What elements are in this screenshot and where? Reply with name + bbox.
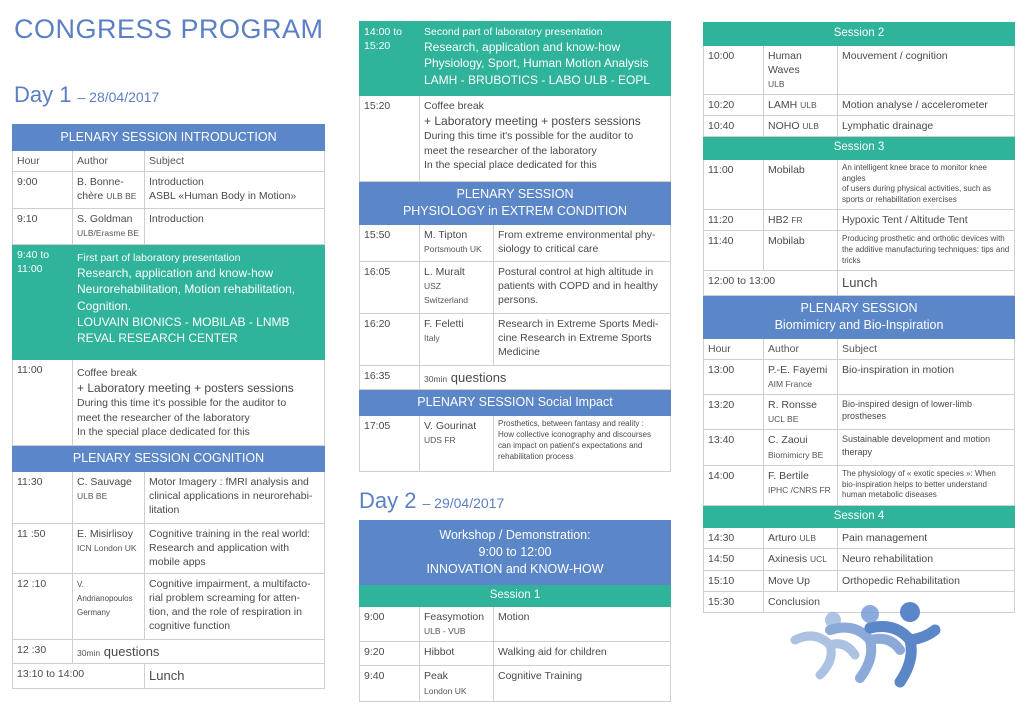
sessions-table xyxy=(703,22,1015,613)
table-row: 9:00 Feasymotion ULB - VUB Motion xyxy=(360,607,671,642)
day-1-heading: Day 1 – 28/04/2017 xyxy=(14,82,160,107)
intro-session-table xyxy=(12,124,325,689)
table-row: 9:40 Peak London UK Cognitive Training xyxy=(360,666,671,701)
table-row: 9:10 S. Goldman ULB/Erasme BE Introduction xyxy=(13,209,325,245)
table-row: 14:00 F. Bertile IPHC /CNRS FR The physiology of « exotic species »: When bio-inspiration helps to better understand human metabolic diseases xyxy=(704,465,1015,505)
table-row: 12 :30 30min questions xyxy=(13,639,325,664)
session-1-header: Session 1 xyxy=(360,584,671,607)
biomimicry-session-header: PLENARY SESSION Biomimicry and Bio-Inspiration xyxy=(704,295,1015,338)
intro-session-header: PLENARY SESSION INTRODUCTION xyxy=(13,125,325,151)
lunch-row: 12:00 to 13:00 Lunch xyxy=(704,271,1015,296)
session-4-header: Session 4 xyxy=(704,505,1015,528)
session-2-header: Session 2 xyxy=(704,23,1015,46)
day-2-heading: Day 2 – 29/04/2017 xyxy=(359,488,505,513)
session-3-header: Session 3 xyxy=(704,137,1015,160)
running-figures-logo xyxy=(775,600,945,695)
table-row: 11:00 Mobilab An intelligent knee brace to monitor knee angles of users during physical activities, such as sports or rehabilitation exercises xyxy=(704,159,1015,209)
physiology-session-header: PLENARY SESSION PHYSIOLOGY in EXTREM CONDITION xyxy=(360,182,671,225)
table-row: 11 :50 E. Misirlisoy ICN London UK Cognitive training in the real world: Research and application with mobile apps xyxy=(13,523,325,573)
column-3 xyxy=(703,22,1015,613)
table-row: 13:00 P.-E. Fayemi AIM France Bio-inspiration in motion xyxy=(704,359,1015,394)
table-row: 9:00 B. Bonne- chère ULB BE Introduction ASBL «Human Body in Motion» xyxy=(13,172,325,209)
lab-presentation-1: 9:40 to 11:00 First part of laboratory presentation Research, application and know-how Neurorehabilitation, Motion rehabilitation, Cognition. LOUVAIN BIONICS - MOBILAB - LNMB REVAL RESEARCH CENTER xyxy=(13,245,325,360)
table-row: 16:35 30min questions xyxy=(360,365,671,390)
table-row: 14:50 Axinesis UCL Neuro rehabilitation xyxy=(704,549,1015,570)
table-row: 14:30 Arturo ULB Pain management xyxy=(704,528,1015,549)
table-row: 11:40 Mobilab Producing prosthetic and orthotic devices with the additive manufacturing techniques: tips and tricks xyxy=(704,231,1015,271)
table-row: 12 :10 V. Andrianopoulos Germany Cognitive impairment, a multifacto- rial problem screaming for atten- tion, and the role of respiration in cognitive function xyxy=(13,573,325,639)
lab-session-table xyxy=(359,21,671,472)
table-row: 10:00 Human Waves ULB Mouvement / cognition xyxy=(704,45,1015,95)
table-row: Hour Author Subject xyxy=(13,150,325,171)
table-row: 11:20 HB2 FR Hypoxic Tent / Altitude Tent xyxy=(704,210,1015,231)
social-session-header: PLENARY SESSION Social Impact xyxy=(360,390,671,416)
table-row: 9:20 Hibbot Walking aid for children xyxy=(360,642,671,666)
table-row: Hour Author Subject xyxy=(704,338,1015,359)
lunch-row: 13:10 to 14:00 Lunch xyxy=(13,664,325,689)
table-row: 10:40 NOHO ULB Lymphatic drainage xyxy=(704,116,1015,137)
table-row: 17:05 V. Gourinat UDS FR Prosthetics, between fantasy and reality : How collective iconography and discourses can impact on patient's expectations and rehabilitation process xyxy=(360,416,671,472)
coffee-break-1: 11:00 Coffee break + Laboratory meeting + posters sessions During this time it's possible for the auditor to meet the researcher of the laboratory In the special place dedicated for this xyxy=(13,360,325,446)
workshop-table xyxy=(359,520,671,702)
page-title: CONGRESS PROGRAM xyxy=(14,14,324,44)
table-row: 13:40 C. Zaoui Biomimicry BE Sustainable development and motion therapy xyxy=(704,430,1015,465)
table-row: 11:30 C. Sauvage ULB BE Motor Imagery : fMRI analysis and clinical applications in neurorehabi- litation xyxy=(13,471,325,523)
day-2-workshop xyxy=(359,520,671,702)
workshop-header: Workshop / Demonstration: 9:00 to 12:00 INNOVATION and KNOW-HOW xyxy=(360,521,671,585)
column-2 xyxy=(359,21,671,472)
coffee-break-2: 15:20 Coffee break + Laboratory meeting + posters sessions During this time it's possible for the auditor to meet the researcher of the laboratory In the special place dedicated for this xyxy=(360,96,671,182)
cognition-session-header: PLENARY SESSION COGNITION xyxy=(13,446,325,472)
table-row: 16:20 F. Feletti Italy Research in Extreme Sports Medi- cine Research in Extreme Sports Medicine xyxy=(360,313,671,365)
table-row: 15:50 M. Tipton Portsmouth UK From extreme environmental phy- siology to critical care xyxy=(360,224,671,261)
table-row: 13:20 R. Ronsse UCL BE Bio-inspired design of lower-limb prostheses xyxy=(704,395,1015,430)
table-row: 15:10 Move Up Orthopedic Rehabilitation xyxy=(704,570,1015,591)
table-row: 15:30 Conclusion xyxy=(704,591,1015,612)
column-1 xyxy=(12,124,325,689)
table-row: 10:20 LAMH ULB Motion analyse / accelerometer xyxy=(704,95,1015,116)
table-row: 16:05 L. Muralt USZ Switzerland Postural control at high altitude in patients with COPD and in healthy persons. xyxy=(360,261,671,313)
lab-presentation-2: 14:00 to 15:20 Second part of laboratory presentation Research, application and know-how Physiology, Sport, Human Motion Analysis LAMH - BRUBOTICS - LABO ULB - EOPL xyxy=(360,22,671,96)
